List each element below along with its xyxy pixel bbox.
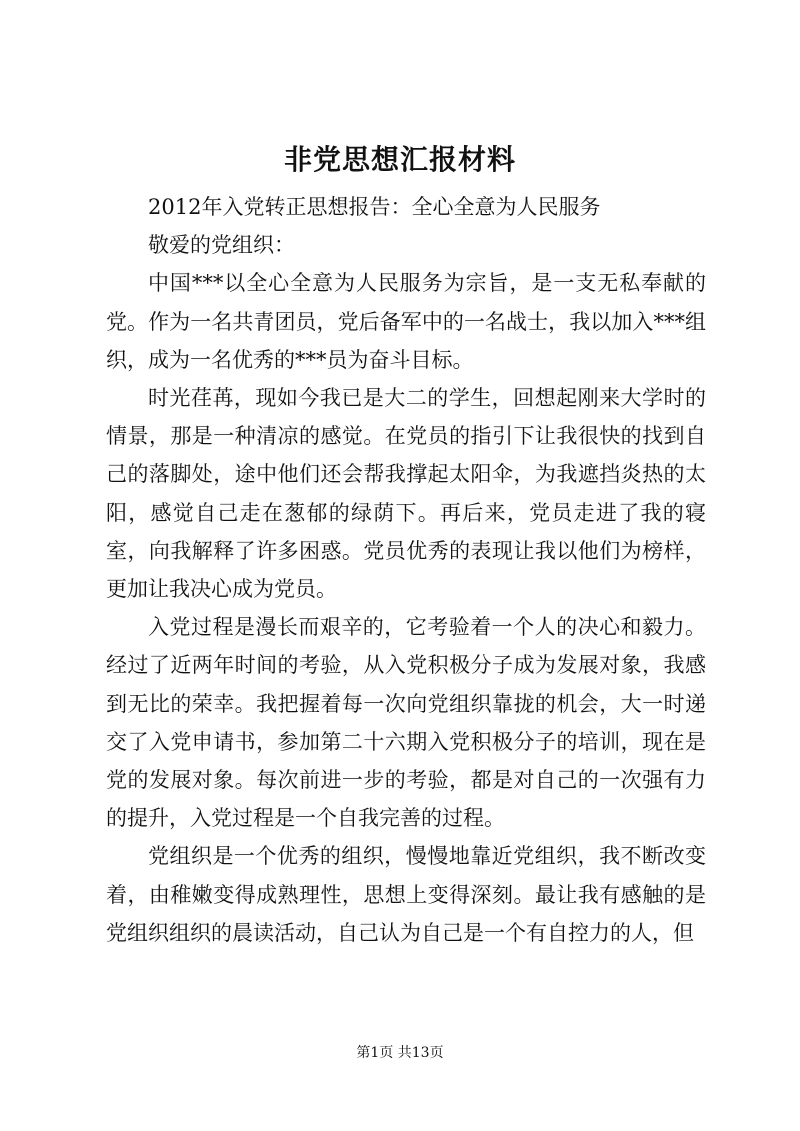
- paragraph-1: 中国***以全心全意为人民服务为宗旨，是一支无私奉献的党。作为一名共青团员，党后备军中的一名战士，我以加入***组织，成为一名优秀的***员为奋斗目标。: [106, 271, 706, 372]
- paragraph-3: 入党过程是漫长而艰辛的，它考验着一个人的决心和毅力。经过了近两年时间的考验，从入党积极分子成为发展对象，我感到无比的荣幸。我把握着每一次向党组织靠拢的机会，大一时递交了入党申请书，参加第二十六期入党积极分子的培训，现在是党的发展对象。每次前进一步的考验，都是对自己的一次强有力的提升，入党过程是一个自我完善的过程。: [106, 615, 706, 831]
- document-body: [106, 188, 706, 952]
- paragraph-4: 党组织是一个优秀的组织，慢慢地靠近党组织，我不断改变着，由稚嫩变得成熟理性，思想上变得深刻。最让我有感触的是党组织组织的晨读活动，自己认为自己是一个有自控力的人，但: [106, 844, 706, 945]
- paragraph-subtitle: 2012年入党转正思想报告：全心全意为人民服务: [148, 195, 601, 219]
- page-footer: 第1页 共13页: [356, 1045, 444, 1061]
- paragraph-2: 时光荏苒，现如今我已是大二的学生，回想起刚来大学时的情景，那是一种清凉的感觉。在党员的指引下让我很快的找到自己的落脚处，途中他们还会帮我撑起太阳伞，为我遮挡炎热的太阳，感觉自己走在葱郁的绿荫下。再后来，党员走进了我的寝室，向我解释了许多困惑。党员优秀的表现让我以他们为榜样，更加让我决心成为党员。: [106, 386, 706, 602]
- paragraph-salutation: 敬爱的党组织：: [148, 233, 295, 258]
- document-title: 非党思想汇报材料: [283, 143, 516, 176]
